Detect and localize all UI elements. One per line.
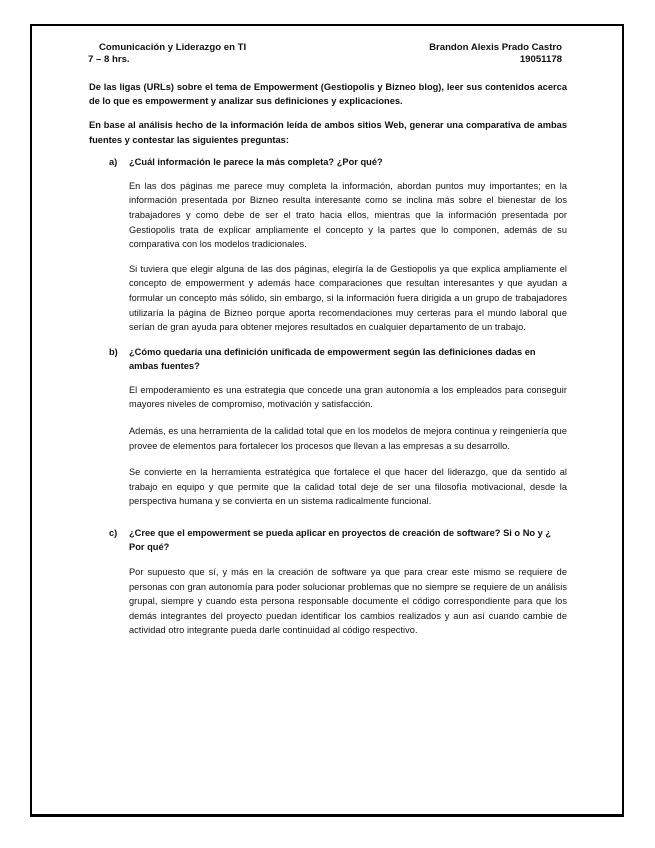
- student-name: Brandon Alexis Prado Castro: [429, 42, 562, 53]
- question-text: ¿Cree que el empowerment se pueda aplicar en proyectos de creación de software? Si o No y ¿ Por qué?: [129, 527, 552, 552]
- question-a: [89, 155, 567, 169]
- answer-paragraph: Se convierte en la herramienta estratégica que fortalece el que hacer del liderazgo, que da sentido al trabajo en equipo y que permite que la calidad total deje de ser una filosofía motivacional, desde la perspectiva humana y se convierta en un sistema radicalmente funcional.: [129, 467, 567, 507]
- question-label: a): [109, 156, 118, 167]
- answer-paragraph: En las dos páginas me parece muy completa la información, abordan puntos muy importantes; en la información presentada por Bizneo resulta interesante como se inclina más sobre el bienestar de los trabajadores y como debe de ser el trato hacia ellos, mientras que la información presentada por Gestiopolis trata de explicar ampliamente el concepto y la partes que lo componen, además de su comparativa con los modelos tradicionales.: [129, 180, 567, 250]
- question-c: [89, 526, 567, 554]
- intro-paragraph: De las ligas (URLs) sobre el tema de Empowerment (Gestiopolis y Bizneo blog), leer sus contenidos acerca de lo que es empowerment y analizar sus definiciones y explicaciones.: [89, 82, 567, 107]
- document-page: [30, 24, 624, 817]
- question-b: [89, 345, 567, 373]
- answer-paragraph: Si tuviera que elegir alguna de las dos páginas, elegiría la de Gestiopolis ya que explica ampliamente el concepto de empowerment y además hace comparaciones que resultan interesantes y que ayudan a formular un concepto más sólido, sin embargo, si la información fuera dirigida a un grupo de trabajadores utilizaría la página de Bizneo porque aporta recomendaciones muy certeras para el mundo laboral que serían de gran ayuda para obtener mejores resultados en cualquier departamento de un trabajo.: [129, 263, 567, 333]
- intro-paragraph: En base al análisis hecho de la información leída de ambos sitios Web, generar una comparativa de ambas fuentes y contestar las siguientes preguntas:: [89, 120, 567, 145]
- answer-paragraph: Por supuesto que sí, y más en la creación de software ya que para crear este mismo se requiere de personas con gran autonomía para poder solucionar problemas que no siempre se requiere de un análisis grupal, siempre y cuando esta persona responsable documente el código correspondiente para que los demás integrantes del proyecto puedan identificar los cambios realizados y aun así cuando cambie de actividad otro integrante pueda darle continuidad al código respectivo.: [129, 566, 567, 636]
- answer-paragraph: El empoderamiento es una estrategia que concede una gran autonomía a los empleados para conseguir mayores niveles de compromiso, motivación y satisfacción.: [129, 384, 567, 410]
- question-label: c): [109, 527, 118, 538]
- question-text: ¿Cómo quedaría una definición unificada de empowerment según las definiciones dadas en ambas fuentes?: [129, 346, 536, 371]
- answer-paragraph: Además, es una herramienta de la calidad total que en los modelos de mejora continua y reingeniería que provee de elementos para fortalecer los procesos que llevan a las empresas a su desarrollo.: [129, 425, 567, 451]
- question-label: b): [109, 346, 118, 357]
- course-name: Comunicación y Liderazgo en TI: [99, 42, 247, 53]
- student-id: 19051178: [519, 54, 562, 65]
- course-hours: 7 – 8 hrs.: [88, 54, 130, 65]
- question-text: ¿Cuál información le parece la más completa? ¿Por qué?: [129, 156, 383, 167]
- document-body: [89, 80, 567, 638]
